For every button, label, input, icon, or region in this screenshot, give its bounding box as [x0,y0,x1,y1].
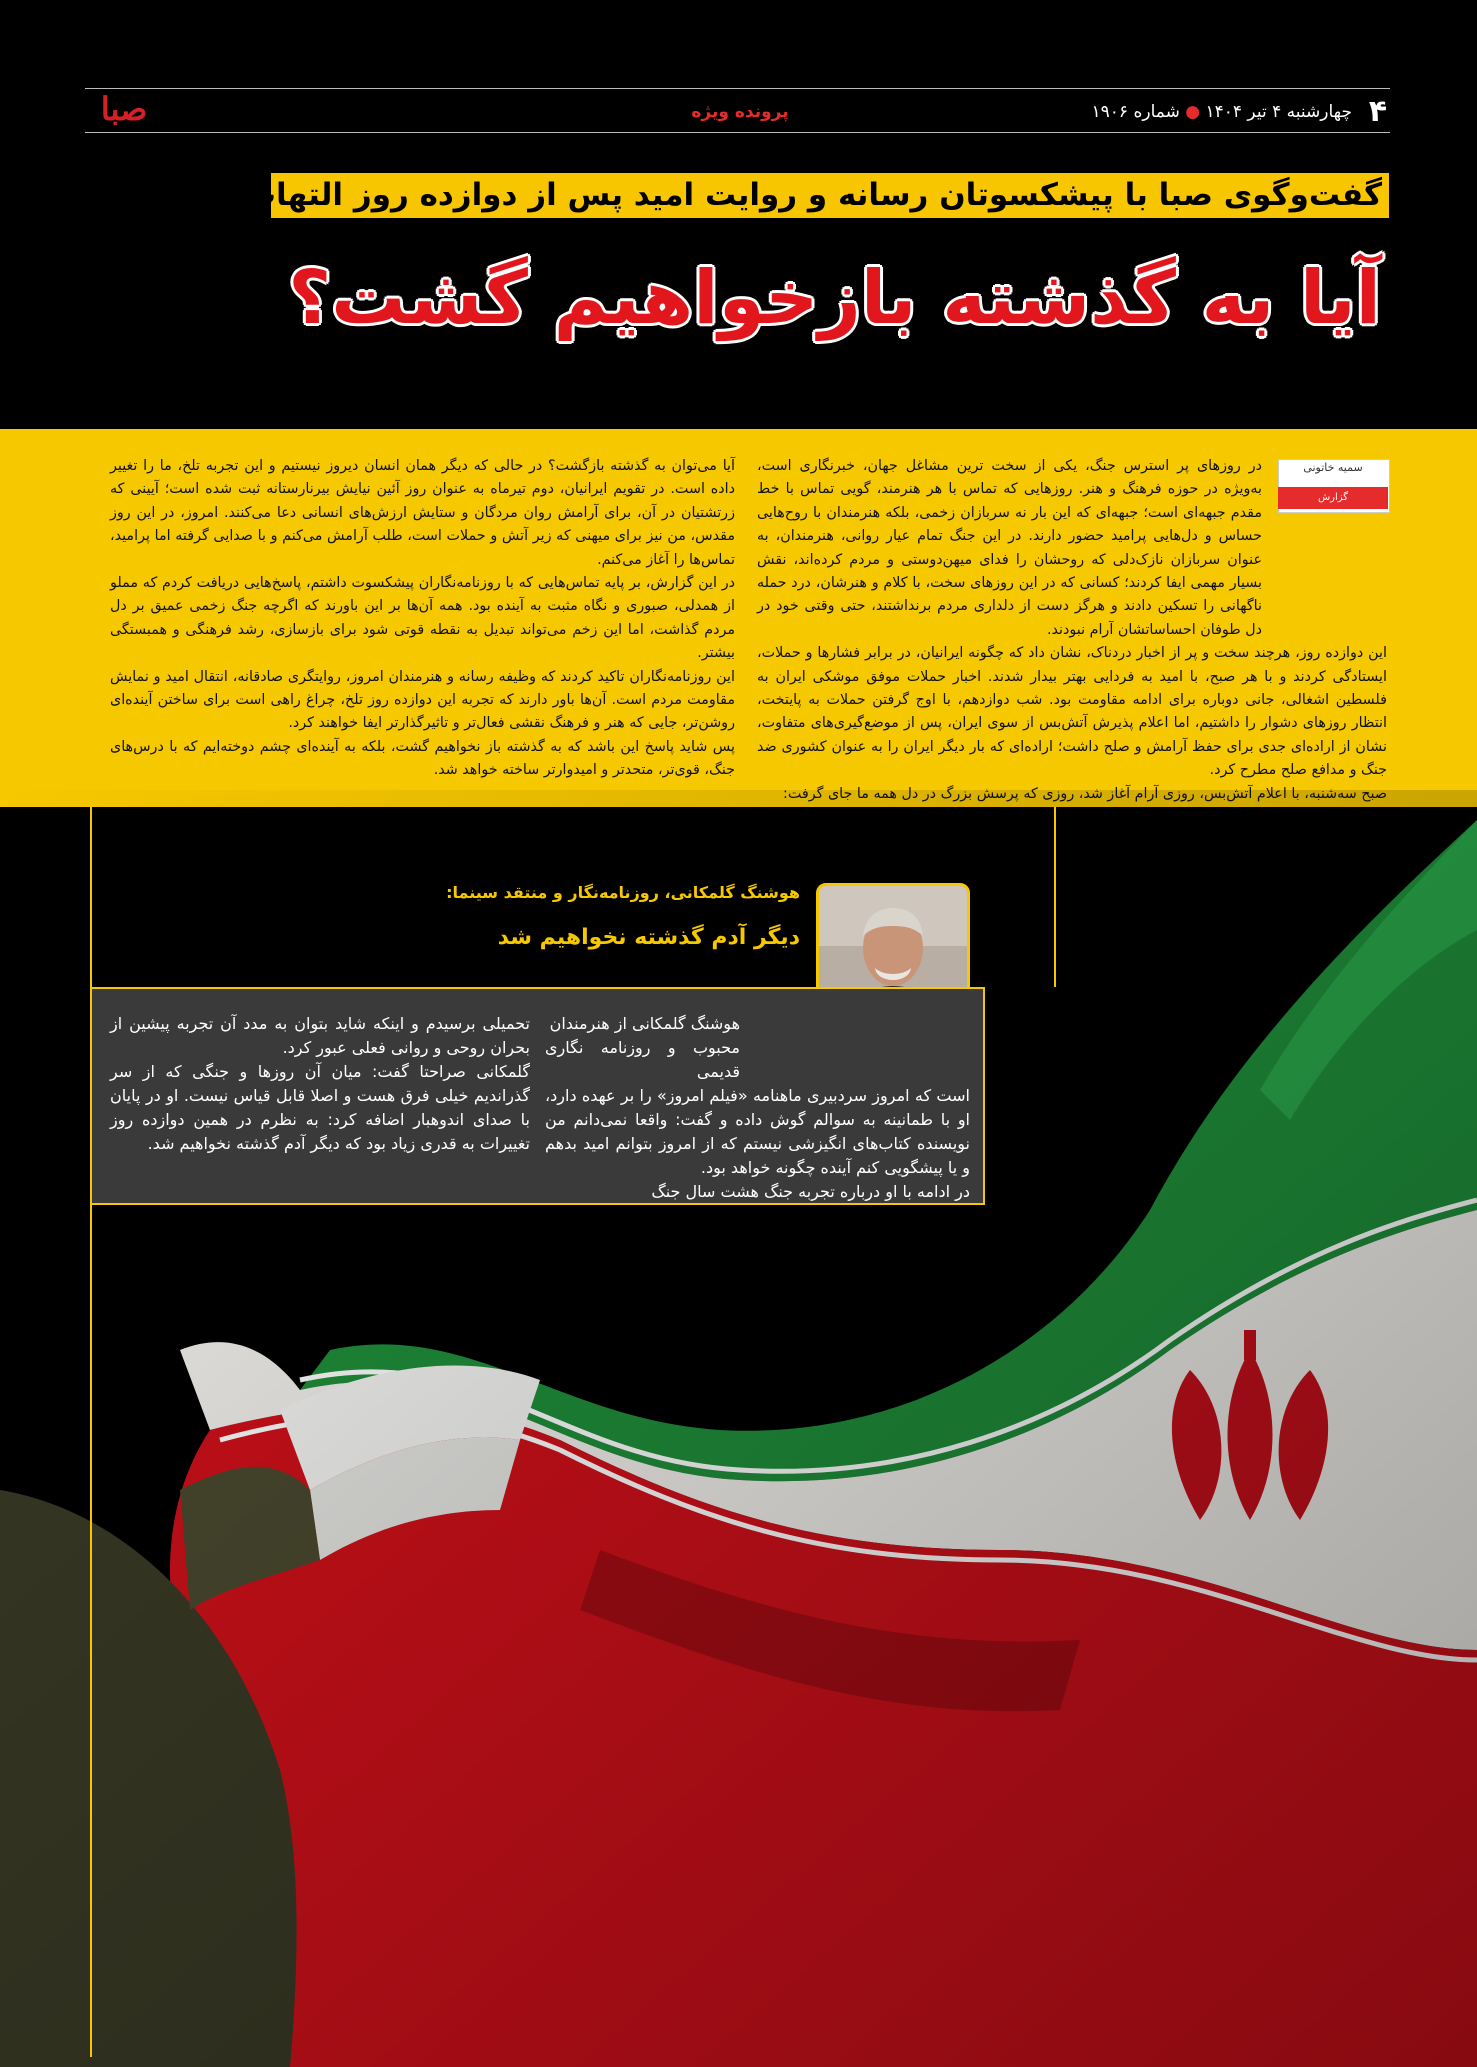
interview-paragraph: در ادامه با او درباره تجربه جنگ هشت سال جنگ [651,1182,970,1201]
interviewee-role: هوشنگ گلمکانی، روزنامه‌نگار و منتقد سینما: [446,883,800,902]
interview-column-right [545,1012,970,1204]
intro-column-right [757,455,1387,806]
interview-paragraph: است که امروز سردبیری ماهنامه «فیلم امروز» را بر عهده دارد، او با طمانینه به سوالم گوش داده و گفت: واقعا نمی‌دانم من نویسنده کتاب‌های انگیزشی نیستم که از امروز بتوانم امید بدهم و یا پیشگویی کنم آینده چگونه خواهد بود. [545,1086,970,1177]
header-rule-top [85,88,1390,89]
intro-paragraph: این روزنامه‌نگاران تاکید کردند که وظیفه رسانه و هنرمندان امروز، روایتگری صادقانه، انتقال امید و نمایش مقاومت مردم است. آن‌ها باور دارند که تجربه این دوازده روز تلخ، چراغ راهی است برای ساختن آینده‌ای روشن‌تر، جایی که هنر و فرهنگ نقشی فعال‌تر و تاثیرگذارتر ایفا خواهند کرد. [110,668,735,732]
interview-column-left [110,1012,530,1156]
intro-paragraph: در روزهای پر استرس جنگ، یکی از سخت ترین مشاغل جهان، خبرنگاری است، به‌ویژه در حوزه فرهنگ و هنر. روزهایی که تماس با هر هنرمند، گویی تماس با خط مقدم جبهه‌ای است؛ جبهه‌ای که این بار نه سربازان زخمی، بلکه هنرمندان با روح‌هایی حساس و دل‌هایی پرامید حضور دارند. در این جنگ تمام عیار روانی، هنرمندان، به عنوان سربازان نازک‌دلی که روحشان را فدای میهن‌دوستی و مردم کرده‌اند، نقش بسیار مهمی ایفا کردند؛ کسانی که در این روزهای سخت، با کلام و هنرشان، درد حمله ناگهانی را تسکین دادند و هرگز دست از دلداری مردم برنداشتند، حتی وقتی خود در دل طوفان احساساتشان آرام نبودند. [757,458,1262,638]
issue-info [1092,102,1352,122]
byline-type: گزارش [1278,487,1388,509]
article-subtitle: گفت‌وگوی صبا با پیشکسوتان رسانه و روایت امید پس از دوازده روز التهاب [244,177,1382,213]
frame-line-right [1054,807,1056,987]
issue-date: چهارشنبه ۴ تیر ۱۴۰۴ [1205,102,1352,122]
intro-paragraph: این دوازده روز، هرچند سخت و پر از اخبار دردناک، نشان داد که چگونه ایرانیان، در برابر فشارها و حملات، ایستادگی کردند و با هر صبح، با امید به فردایی بهتر بیدار شدند. اخبار حملات موفق موشکی ایران به فلسطین اشغالی، جانی دوباره برای ادامه مقاومت بود. شب دوازدهم، با اوج گرفتن حملات به پایتخت، انتظار روزهای دشوار را داشتیم، اما اعلام پذیرش آتش‌بس از سوی ایران، پس از موضع‌گیری‌های متفاوت، نشان از اراده‌ای جدی برای حفظ آرامش و صلح داشت؛ اراده‌ای که بار دیگر ایران را به عنوان کشوری ضد جنگ و مدافع صلح مطرح کرد. [757,645,1387,779]
iran-flag-image [0,790,1477,2067]
publication-logo[interactable]: صبا [100,90,148,128]
article-headline: آیا به گذشته بازخواهیم گشت؟ [288,255,1381,341]
section-label: پرونده ویژه [691,102,789,122]
intro-column-left [110,455,735,783]
intro-paragraph: آیا می‌توان به گذشته بازگشت؟ در حالی که دیگر همان انسان دیروز نیستیم و این تجربه تلخ، ما را تغییر داده است. در تقویم ایرانیان، دوم تیرماه به عنوان روز آئین نیایش بیرنارستانه ثبت شده است؛ آیینی که زرتشتیان در آن، برای آرامش روان مردگان و ستایش ارزش‌های انسانی دعا می‌کنند. امروز، در این روز مقدس، من نیز برای میهنی که زیر آتش و حملات است، طلب آرامش می‌کنم و با صدایی گرفته اما پرامید، تماس‌ها را آغاز می‌کنم. [110,458,735,568]
issue-number: شماره ۱۹۰۶ [1091,102,1180,122]
interview-paragraph: تحمیلی برسیدم و اینکه شاید بتوان به مدد آن تجربه پیشین از بحران روحی و روانی فعلی عبور کرد. [110,1014,530,1057]
intro-paragraph: در این گزارش، بر پایه تماس‌هایی که با روزنامه‌نگاران پیشکسوت داشتم، پاسخ‌هایی دریافت کردم که مملو از همدلی، صبوری و نگاه مثبت به آینده بود. همه آن‌ها بر این باورند که اگرچه جنگ زخمی عمیق بر دل مردم گذاشت، اما این زخم می‌تواند تبدیل به نقطه قوتی شود برای بازسازی، رشد فرهنگی و همبستگی بیشتر. [110,575,735,662]
header-rule-bottom [85,132,1390,133]
interview-lead: هوشنگ گلمکانی از هنرمندان [549,1014,740,1033]
separator-dot: ● [1185,102,1201,122]
intro-paragraph: پس شاید پاسخ این باشد که به گذشته باز نخواهیم گشت، بلکه به آینده‌ای چشم دوخته‌ایم که با درس‌های جنگ، قوی‌تر، متحدتر و امیدوارتر ساخته خواهد شد. [110,738,735,779]
interview-title: دیگر آدم گذشته نخواهیم شد [497,925,800,950]
interview-paragraph: گلمکانی صراحتا گفت: میان آن روزها و جنگی که از سر گذراندیم خیلی فرق هست و اصلا قابل قیاس نیست. او در پایان با صدای اندوهبار اضافه کرد: به نظرم در همین دوازده روز تغییرات به قدری زیاد بود که دیگر آدم گذشته نخواهیم شد. [110,1062,530,1153]
byline-name: سمیه خاتونی [1303,461,1363,474]
page-number: ۴ [1368,94,1387,129]
interview-lead: محبوب و روزنامه نگاری قدیمی [545,1038,740,1081]
